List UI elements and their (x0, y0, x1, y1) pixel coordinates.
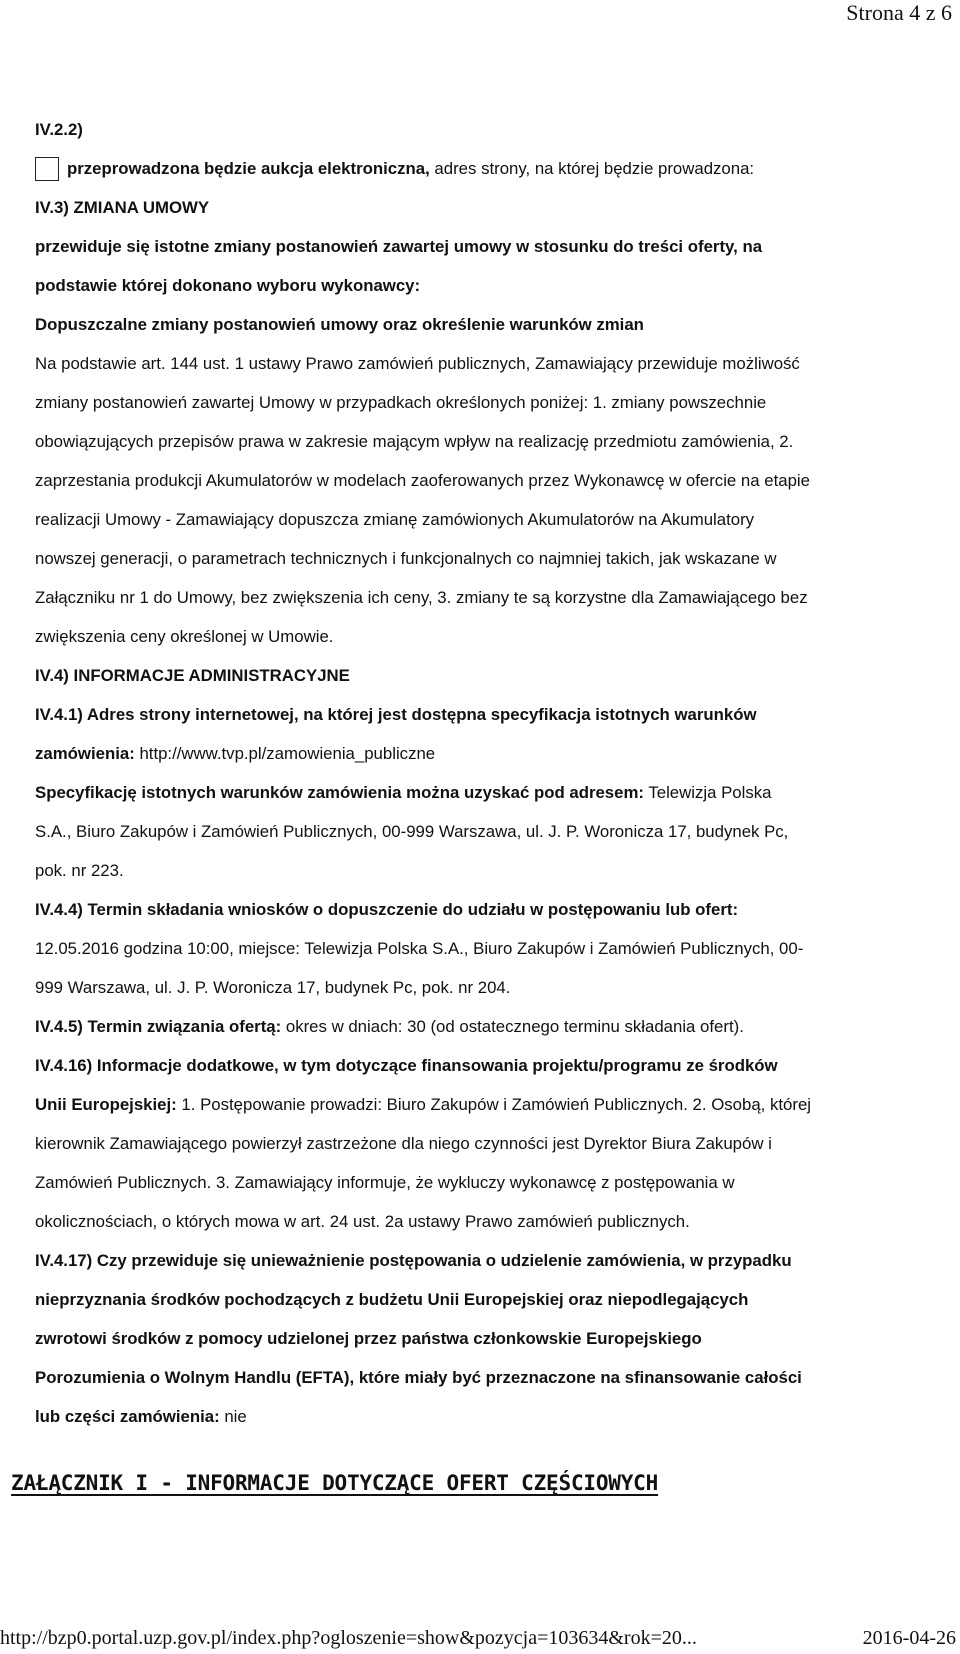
section-iv417-line (35, 1397, 935, 1436)
section-iv41-line (35, 734, 935, 773)
spec-address-text: Telewizja Polska (643, 783, 772, 802)
section-iv417-line (35, 1241, 935, 1280)
footer-date: 2016-04-26 (862, 1627, 956, 1649)
spec-address-line: S.A., Biuro Zakupów i Zamówień Publicznych, 00-999 Warszawa, ul. J. P. Woronicza 17, budynek Pc, (35, 822, 789, 841)
section-iv45-title: IV.4.5) Termin związania ofertą: (35, 1017, 282, 1036)
section-iv417-title: IV.4.17) Czy przewiduje się unieważnienie postępowania o udzielenie zamówienia, w przypadku (35, 1251, 792, 1270)
spec-address-label: Specyfikację istotnych warunków zamówienia można uzyskać pod adresem: (35, 783, 644, 802)
document-body (35, 110, 935, 1436)
section-iv3-paragraph-line: Na podstawie art. 144 ust. 1 ustawy Prawo zamówień publicznych, Zamawiający przewiduje możliwość (35, 354, 800, 373)
section-iv416-line (35, 1085, 935, 1124)
section-iv417-title: nieprzyznania środków pochodzących z budżetu Unii Europejskiej oraz niepodlegających (35, 1290, 749, 1309)
section-iv45-text: okres w dniach: 30 (od ostatecznego terminu składania ofert). (281, 1017, 744, 1036)
section-iv416-title-end: Unii Europejskiej: (35, 1095, 177, 1114)
section-iv3-paragraph-line: realizacji Umowy - Zamawiający dopuszcza zmianę zamówionych Akumulatorów na Akumulatory (35, 510, 755, 529)
section-iv44-line: 12.05.2016 godzina 10:00, miejsce: Telewizja Polska S.A., Biuro Zakupów i Zamówień Publicznych, 00- (35, 939, 804, 958)
auction-label: przeprowadzona będzie aukcja elektroniczna, (67, 159, 430, 178)
section-iv44-line: 999 Warszawa, ul. J. P. Woronicza 17, budynek Pc, pok. nr 204. (35, 978, 511, 997)
section-iv41-title-end: zamówienia: (35, 744, 135, 763)
auction-checkbox (35, 157, 59, 181)
spec-address-line (35, 773, 935, 812)
section-iv4-heading-text: IV.4) INFORMACJE ADMINISTRACYJNE (35, 666, 350, 685)
section-iv3-paragraph-line: obowiązujących przepisów prawa w zakresie mającym wpływ na realizację przedmiotu zamówienia, 2. (35, 432, 794, 451)
section-iv3-paragraph-line: nowszej generacji, o parametrach technicznych i funkcjonalnych co najmniej takich, jak wskazane w (35, 549, 777, 568)
spec-address-line: pok. nr 223. (35, 861, 124, 880)
section-iv22-auction (35, 149, 935, 188)
page-footer (0, 1626, 956, 1650)
attachment-title: ZAŁĄCZNIK I - INFORMACJE DOTYCZĄCE OFERT CZĘŚCIOWYCH (11, 1471, 659, 1495)
section-iv416-line: Zamówień Publicznych. 3. Zamawiający informuje, że wykluczy wykonawcę z postępowania w (35, 1173, 735, 1192)
section-iv3-line (35, 266, 935, 305)
section-iv41-line (35, 695, 935, 734)
section-iv4-heading (35, 656, 935, 695)
section-iv22-heading-text: IV.2.2) (35, 120, 83, 139)
section-iv3-paragraph-line: zmiany postanowień zawartej Umowy w przypadkach określonych poniżej: 1. zmiany powszechnie (35, 393, 767, 412)
section-iv3-line1: przewiduje się istotne zmiany postanowień zawartej umowy w stosunku do treści oferty, na (35, 237, 763, 256)
section-iv3-paragraph-line: Załączniku nr 1 do Umowy, bez zwiększenia ich ceny, 3. zmiany te są korzystne dla Zamawiającego bez (35, 588, 808, 607)
section-iv417-line (35, 1280, 935, 1319)
section-iv416-title: IV.4.16) Informacje dodatkowe, w tym dotyczące finansowania projektu/programu ze środków (35, 1056, 778, 1075)
auction-text: adres strony, na której będzie prowadzona: (429, 159, 755, 178)
section-iv417-title: Porozumienia o Wolnym Handlu (EFTA), które miały być przeznaczone na sfinansowanie całości (35, 1368, 802, 1387)
section-iv3-heading-text: IV.3) ZMIANA UMOWY (35, 198, 210, 217)
section-iv3-paragraph-line: zaprzestania produkcji Akumulatorów w modelach zaoferowanych przez Wykonawcę w ofercie na etapie (35, 471, 810, 490)
section-iv3-heading (35, 188, 935, 227)
section-iv417-line (35, 1358, 935, 1397)
section-iv417-title: zwrotowi środków z pomocy udzielonej przez państwa członkowskie Europejskiego (35, 1329, 702, 1348)
section-iv417-line (35, 1319, 935, 1358)
section-iv22-heading (35, 110, 935, 149)
section-iv45-line (35, 1007, 935, 1046)
section-iv44-line (35, 890, 935, 929)
section-iv416-line: kierownik Zamawiającego powierzył zastrzeżone dla niego czynności jest Dyrektor Biura Zakupów i (35, 1134, 772, 1153)
section-iv3-paragraph-line: zwiększenia ceny określonej w Umowie. (35, 627, 334, 646)
section-iv41-title: IV.4.1) Adres strony internetowej, na której jest dostępna specyfikacja istotnych warunków (35, 705, 757, 724)
section-iv416-line (35, 1046, 935, 1085)
page-number: Strona 4 z 6 (846, 0, 952, 25)
section-iv416-line: okolicznościach, o których mowa w art. 24 ust. 2a ustawy Prawo zamówień publicznych. (35, 1212, 690, 1231)
section-iv416-text: 1. Postępowanie prowadzi: Biuro Zakupów i Zamówień Publicznych. 2. Osobą, której (176, 1095, 812, 1114)
footer-url[interactable]: http://bzp0.portal.uzp.gov.pl/index.php?ogloszenie=show&pozycja=103634&rok=20... (0, 1627, 697, 1649)
section-iv3-line (35, 227, 935, 266)
section-iv417-title-end: lub części zamówienia: (35, 1407, 220, 1426)
section-iv44-title: IV.4.4) Termin składania wniosków o dopuszczenie do udziału w postępowaniu lub ofert: (35, 900, 739, 919)
section-iv417-answer: nie (219, 1407, 247, 1426)
spec-url: http://www.tvp.pl/zamowienia_publiczne (134, 744, 436, 763)
section-iv3-line (35, 305, 935, 344)
section-iv3-line3: Dopuszczalne zmiany postanowień umowy oraz określenie warunków zmian (35, 315, 644, 334)
section-iv3-line2: podstawie której dokonano wyboru wykonawcy: (35, 276, 421, 295)
